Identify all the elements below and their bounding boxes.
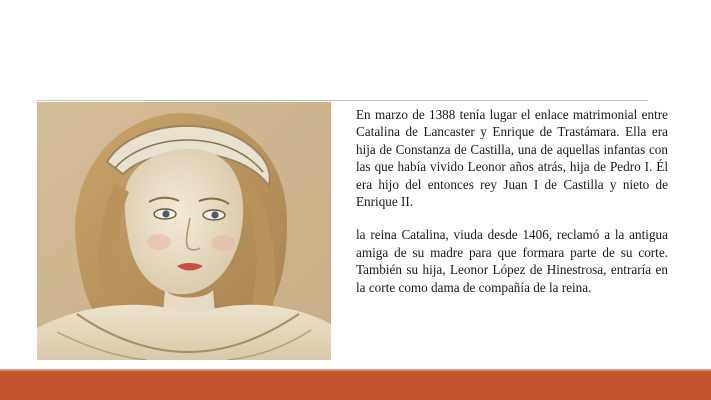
portrait-painting-icon (37, 102, 331, 360)
top-divider (37, 100, 648, 101)
portrait-image (37, 102, 331, 360)
paragraph-1: En marzo de 1388 tenía lugar el enlace matrimonial entre Catalina de Lancaster y Enrique de Trastámara. Ella era hija de Constanza de Castilla, una de aquellas infantas con las que había vivido Leonor años atrás, hija de Pedro I. Él era hijo del entonces rey Juan I de Castilla y nieto de Enrique II. (356, 107, 668, 210)
paragraph-2: la reina Catalina, viuda desde 1406, reclamó a la antigua amiga de su madre para que formara parte de su corte. También su hija, Leonor López de Hinestrosa, entraría en la corte como dama de compañía de la reina. (356, 227, 668, 295)
footer-band (0, 371, 711, 400)
body-text (356, 106, 668, 296)
